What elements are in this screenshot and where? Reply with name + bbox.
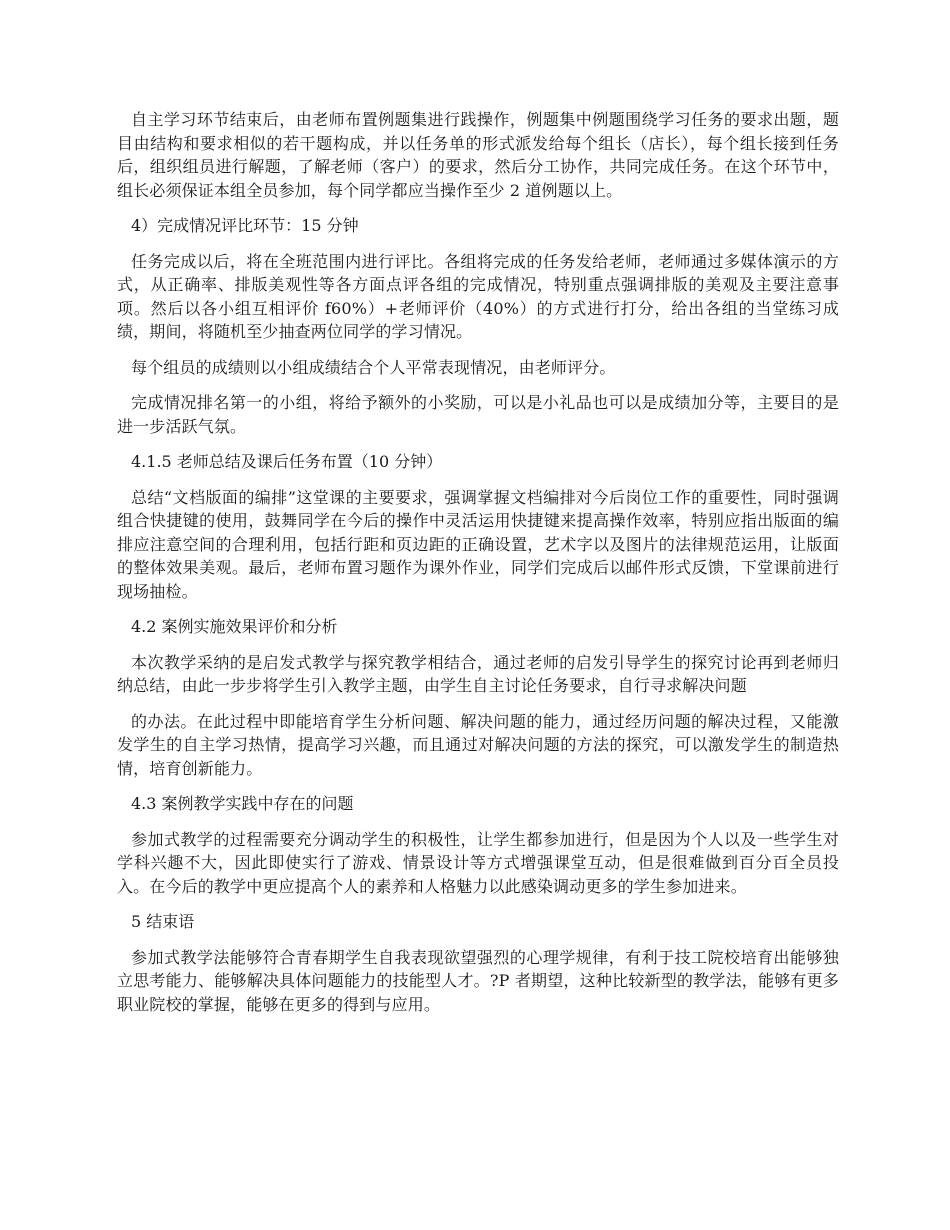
heading-4-3-problems: 4.3 案例教学实践中存在的问题 [131, 794, 354, 813]
heading-5-conclusion: 5 结束语 [131, 912, 195, 931]
paragraph-class-evaluation: 任务完成以后，将在全班范围内进行评比。各组将完成的任务发给老师，老师通过多媒体演示的方式，从正确率、排版美观性等各方面点评各组的完成情况，特别重点强调排版的美观及主要注意事项。然后以各小组互相评价 f60%）+老师评价（40%）的方式进行打分，给出各组的当堂练习成绩，期间，将随机至少抽查两位同学的学习情况。 [117, 251, 839, 341]
heading-completion-evaluation: 4）完成情况评比环节：15 分钟 [131, 216, 359, 235]
paragraph-conclusion: 参加式教学法能够符合青春期学生自我表现欲望强烈的心理学规律，有利于技工院校培育出能够独立思考能力、能够解决具体问题能力的技能型人才。?P 者期望，这种比较新型的教学法，能够有更多职业院校的掌握，能够在更多的得到与应用。 [117, 947, 839, 1014]
paragraph-method-continued: 的办法。在此过程中即能培育学生分析问题、解决问题的能力，通过经历问题的解决过程，又能激发学生的自主学习热情，提高学习兴趣，而且通过对解决问题的方法的探究，可以激发学生的制造热情，培育创新能力。 [117, 711, 839, 778]
paragraph-member-score: 每个组员的成绩则以小组成绩结合个人平常表现情况，由老师评分。 [131, 357, 616, 377]
heading-4-2-effect-evaluation: 4.2 案例实施效果评价和分析 [131, 617, 338, 636]
paragraph-first-place-reward: 完成情况排名第一的小组，将给予额外的小奖励，可以是小礼品也可以是成绩加分等，主要目的是进一步活跃气氛。 [117, 393, 839, 436]
paragraph-teaching-method: 本次教学采纳的是启发式教学与探究教学相结合，通过老师的启发引导学生的探究讨论再到老师归纳总结，由此一步步将学生引入教学主题，由学生自主讨论任务要求，自行寻求解决问题 [117, 652, 839, 695]
paragraph-problems: 参加式教学的过程需要充分调动学生的积极性，让学生都参加进行，但是因为个人以及一些学生对学科兴趣不大，因此即使实行了游戏、情景设计等方式增强课堂互动，但是很难做到百分百全员投入。在今后的教学中更应提高个人的素养和人格魅力以此感染调动更多的学生参加进来。 [117, 829, 839, 896]
document-page [117, 108, 839, 1028]
paragraph-self-study-practice: 自主学习环节结束后，由老师布置例题集进行践操作，例题集中例题围绕学习任务的要求出题，题目由结构和要求相似的若干题构成，并以任务单的形式派发给每个组长（店长），每个组长接到任务后，组织组员进行解题，了解老师（客户）的要求，然后分工协作，共同完成任务。在这个环节中，组长必须保证本组全员参加，每个同学都应当操作至少 2 道例题以上。 [117, 110, 839, 200]
heading-4-1-5-summary: 4.1.5 老师总结及课后任务布置（10 分钟） [131, 452, 443, 471]
paragraph-summary: 总结“文档版面的编排”这堂课的主要要求，强调掌握文档编排对今后岗位工作的重要性，同时强调组合快捷键的使用，鼓舞同学在今后的操作中灵活运用快捷键来提高操作效率，特别应指出版面的编排应注意空间的合理利用，包括行距和页边距的正确设置，艺术字以及图片的法律规范运用，让版面的整体效果美观。最后，老师布置习题作为课外作业，同学们完成后以邮件形式反馈，下堂课前进行现场抽检。 [117, 487, 839, 601]
